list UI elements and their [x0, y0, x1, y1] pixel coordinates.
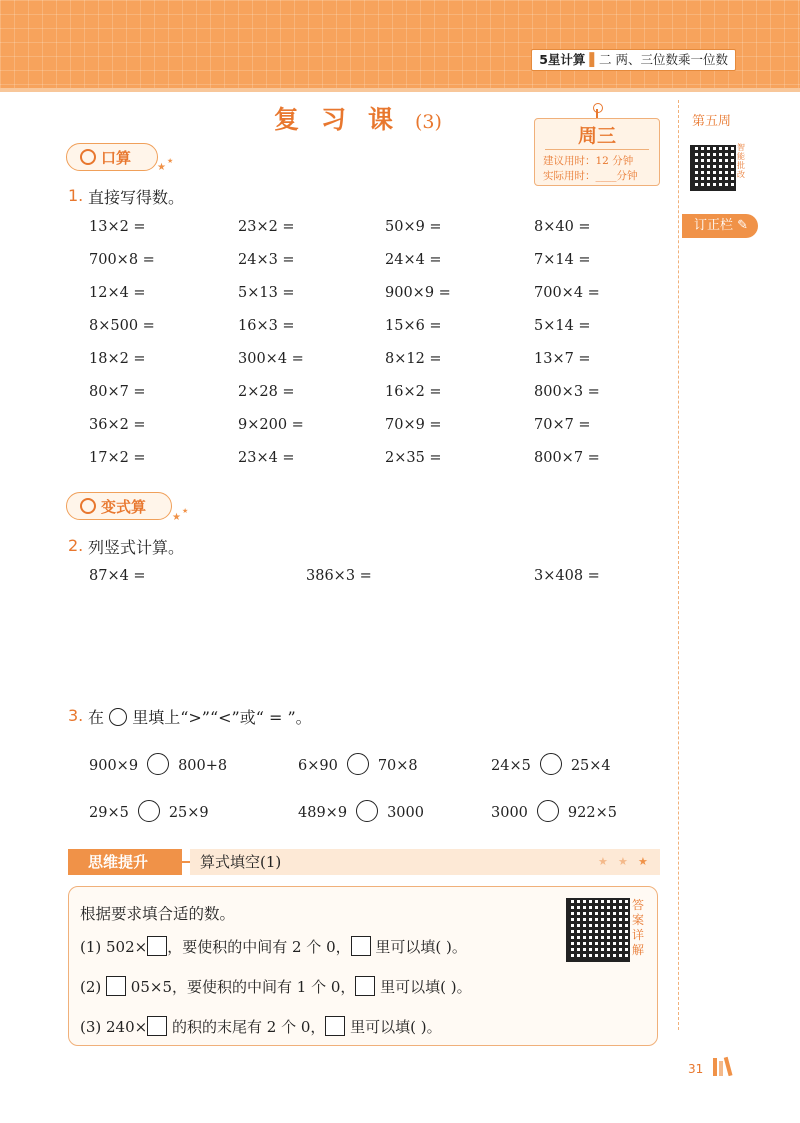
- q1-equation: 700×8 =: [89, 252, 155, 268]
- comparison-right: 800+8: [178, 758, 228, 774]
- header-tag: 5星计算 ▌二 两、三位数乘一位数: [531, 49, 736, 71]
- compare-circle[interactable]: [138, 800, 160, 822]
- star-icon: ★: [638, 855, 648, 868]
- q1-equation: 24×4 =: [385, 252, 442, 268]
- q1-equation: 12×4 =: [89, 285, 146, 301]
- target-icon: [80, 498, 96, 514]
- page-number: 31: [688, 1062, 704, 1076]
- q1-text: 直接写得数。: [88, 188, 185, 207]
- comparison-right: 922×5: [567, 805, 617, 821]
- comparison-right: 25×9: [168, 805, 209, 821]
- q1-equation: 9×200 =: [238, 417, 304, 433]
- q1-equation: 16×2 =: [385, 384, 442, 400]
- q3-comparison: [89, 800, 209, 822]
- answer-box[interactable]: [147, 936, 167, 956]
- q3-comparison: [298, 753, 418, 775]
- q1-equation: 18×2 =: [89, 351, 146, 367]
- q1-equation: 13×2 =: [89, 219, 146, 235]
- think-problem-2: [80, 976, 472, 997]
- p3-part-c: 里可以填( )。: [345, 1018, 442, 1036]
- q2-item: 386×3 =: [306, 568, 372, 584]
- q1-equation: 23×4 =: [238, 450, 295, 466]
- comparison-left: 900×9: [89, 758, 139, 774]
- q1-equation: 5×13 =: [238, 285, 295, 301]
- q1-equation: 70×9 =: [385, 417, 442, 433]
- q2-item: 87×4 =: [89, 568, 146, 584]
- section-oral-label: 口算: [101, 149, 132, 167]
- q1-equation: 5×14 =: [534, 318, 591, 334]
- card-divider: [545, 149, 649, 150]
- q2-item: 3×408 =: [534, 568, 600, 584]
- header-divider: [0, 88, 800, 92]
- comparison-left: 6×90: [298, 758, 338, 774]
- star-icon: ★: [598, 855, 608, 868]
- q1-equation: 800×7 =: [534, 450, 600, 466]
- p2-part-c: 里可以填( )。: [375, 978, 472, 996]
- day-label: 周三: [577, 125, 616, 147]
- comparison-left: 3000: [491, 805, 528, 821]
- q2-number: 2.: [68, 536, 84, 555]
- star-icon: ★: [618, 855, 628, 868]
- p3-part-b: 的积的末尾有 2 个 0，: [167, 1018, 326, 1036]
- q1-equation: 8×40 =: [534, 219, 591, 235]
- compare-circle[interactable]: [356, 800, 378, 822]
- q1-equation: 7×14 =: [534, 252, 591, 268]
- books-icon: [712, 1056, 738, 1080]
- q1-equation: 80×7 =: [89, 384, 146, 400]
- p2-part-a: (2): [80, 978, 107, 996]
- comparison-left: 29×5: [89, 805, 129, 821]
- q3-text-a: 在: [88, 708, 105, 727]
- q1-equation: 24×3 =: [238, 252, 295, 268]
- answer-box[interactable]: [325, 1016, 345, 1036]
- p1-part-a: (1) 502×: [80, 938, 148, 956]
- suggested-time: 建议用时：12 分钟: [543, 155, 634, 167]
- qr-code-icon[interactable]: [690, 145, 736, 191]
- star-icon: ★: [182, 507, 189, 515]
- p1-part-c: 里可以填( )。: [370, 938, 467, 956]
- q1-equation: 13×7 =: [534, 351, 591, 367]
- think-intro: 根据要求填合适的数。: [80, 905, 236, 923]
- q3-comparison: [491, 753, 611, 775]
- q3-comparison: [491, 800, 617, 822]
- q1-equation: 23×2 =: [238, 219, 295, 235]
- star-icon: ★: [157, 162, 166, 173]
- comparison-right: 70×8: [377, 758, 418, 774]
- compare-circle[interactable]: [537, 800, 559, 822]
- q2-text: 列竖式计算。: [88, 538, 185, 557]
- q3-comparison: [89, 753, 227, 775]
- think-title: 算式填空(1): [200, 853, 282, 871]
- think-problem-1: [80, 936, 467, 957]
- think-problem-3: [80, 1016, 442, 1037]
- p3-part-a: (3) 240×: [80, 1018, 148, 1036]
- compare-circle[interactable]: [540, 753, 562, 775]
- circle-icon: [109, 708, 127, 726]
- q1-equation: 900×9 =: [385, 285, 451, 301]
- comparison-right: 25×4: [570, 758, 611, 774]
- answer-box[interactable]: [355, 976, 375, 996]
- answer-qr-code-icon[interactable]: [566, 898, 630, 962]
- q1-equation: 36×2 =: [89, 417, 146, 433]
- series-name: 5星计算: [539, 52, 586, 67]
- q1-equation: 15×6 =: [385, 318, 442, 334]
- comparison-right: 3000: [387, 805, 424, 821]
- q1-equation: 300×4 =: [238, 351, 304, 367]
- star-icon: ★: [167, 157, 174, 165]
- books-svg: [712, 1056, 738, 1076]
- q1-equation: 50×9 =: [385, 219, 442, 235]
- pin-icon: [593, 103, 603, 113]
- correction-label: 订正栏: [694, 218, 734, 233]
- section-think-label: 思维提升: [88, 853, 149, 871]
- q1-equation: 8×500 =: [89, 318, 155, 334]
- answer-qr-label: 答案详解: [632, 898, 645, 957]
- q1-equation: 17×2 =: [89, 450, 146, 466]
- pencil-icon: ✎: [737, 218, 749, 233]
- star-icon: ★: [172, 512, 181, 523]
- title-num: (3): [415, 111, 442, 133]
- actual-time: 实际用时：____分钟: [543, 170, 638, 182]
- comparison-left: 489×9: [298, 805, 348, 821]
- title-main: 复习课: [274, 105, 416, 134]
- q3-text-b: 里填上“>”“<”或“ = ”。: [132, 708, 312, 727]
- stopwatch-icon: [80, 149, 96, 165]
- compare-circle[interactable]: [147, 753, 169, 775]
- q1-equation: 8×12 =: [385, 351, 442, 367]
- day-card: [534, 118, 660, 186]
- header-band: [0, 0, 800, 88]
- page-title: [274, 100, 442, 136]
- q3-comparison: [298, 800, 424, 822]
- correction-tab: [682, 214, 758, 238]
- qr-label: 智能批改: [737, 143, 745, 179]
- q3-number: 3.: [68, 706, 84, 725]
- section-variant-label: 变式算: [101, 498, 147, 516]
- p1-part-b: ，要使积的中间有 2 个 0，: [167, 938, 351, 956]
- q1-number: 1.: [68, 186, 84, 205]
- q1-equation: 2×28 =: [238, 384, 295, 400]
- week-label: 第五周: [692, 114, 732, 129]
- think-title-bar: [190, 849, 660, 875]
- answer-box[interactable]: [351, 936, 371, 956]
- comparison-left: 24×5: [491, 758, 531, 774]
- answer-box[interactable]: [147, 1016, 167, 1036]
- q3-text: [88, 705, 312, 728]
- q1-equation: 2×35 =: [385, 450, 442, 466]
- section-think: [68, 849, 182, 875]
- q1-equation: 16×3 =: [238, 318, 295, 334]
- unit-name: 二 两、三位数乘一位数: [599, 52, 728, 67]
- compare-circle[interactable]: [347, 753, 369, 775]
- p2-part-b: 05×5，要使积的中间有 1 个 0，: [126, 978, 356, 996]
- answer-box[interactable]: [106, 976, 126, 996]
- side-divider: [678, 100, 679, 1030]
- q1-equation: 800×3 =: [534, 384, 600, 400]
- q1-equation: 700×4 =: [534, 285, 600, 301]
- q1-equation: 70×7 =: [534, 417, 591, 433]
